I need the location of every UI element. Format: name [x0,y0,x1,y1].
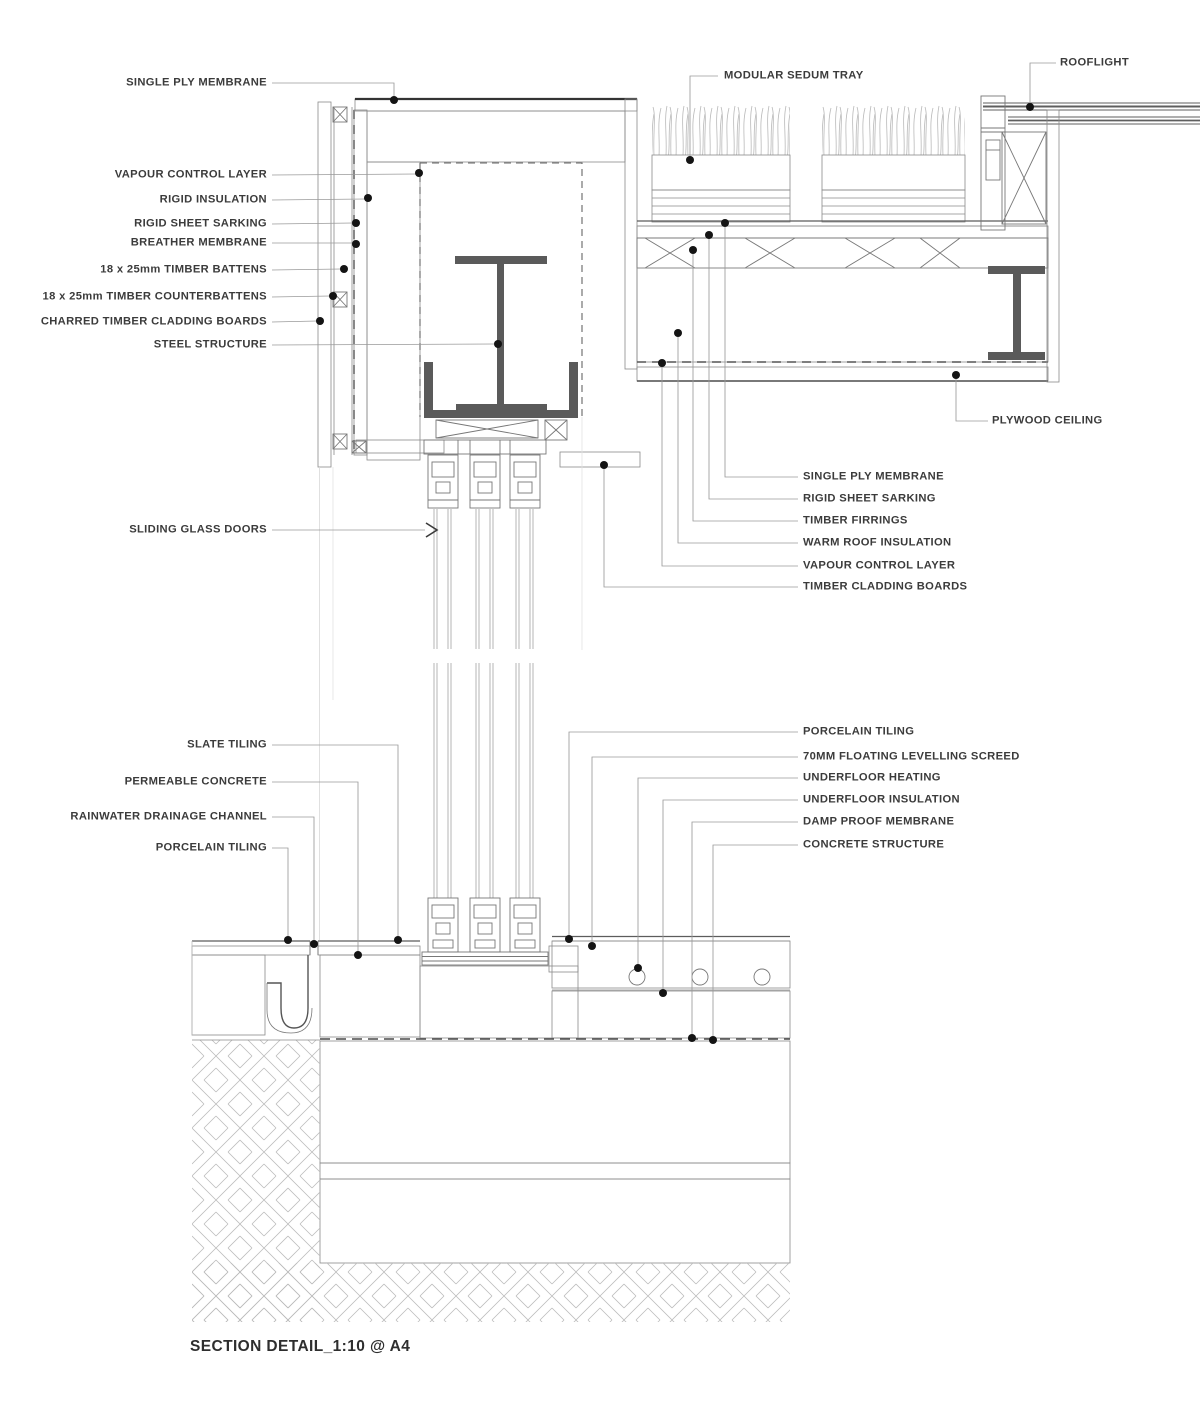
steel-beam-right [988,266,1045,360]
permeable-concrete-block [320,955,420,1037]
label-concrete-structure: CONCRETE STRUCTURE [803,838,945,851]
label-floating-levelling-screed: 70MM FLOATING LEVELLING SCREED [803,750,1020,763]
underfloor-insulation-band [552,991,790,1038]
label-underfloor-insulation: UNDERFLOOR INSULATION [803,793,960,806]
slate-tiling-band [318,946,420,955]
label-warm-roof-insulation: WARM ROOF INSULATION [803,536,952,549]
label-porcelain-tiling-right: PORCELAIN TILING [803,725,915,738]
floor-assembly [192,937,790,1323]
concrete-plinth [420,966,578,1038]
pebble-bed [192,955,265,1035]
fascia-strip [1047,110,1059,382]
label-timber-counterbattens: 18 x 25mm TIMBER COUNTERBATTENS [42,290,267,303]
levelling-screed-band [552,941,790,988]
timber-cladding-soffit-board [560,452,640,467]
rigid-insulation-top [367,111,625,162]
leader-lines [272,63,1056,1038]
plywood-ceiling-band [637,367,1048,381]
label-timber-cladding-boards: TIMBER CLADDING BOARDS [803,580,968,593]
hardcore-band [320,1179,790,1263]
label-rooflight: ROOFLIGHT [1060,56,1130,69]
porcelain-paving-band [192,946,310,955]
concrete-structure-slab [320,1041,790,1163]
rigid-insulation-side [367,162,420,460]
label-underfloor-heating: UNDERFLOOR HEATING [803,771,941,784]
label-single-ply-membrane-left: SINGLE PLY MEMBRANE [126,76,267,89]
label-rigid-insulation: RIGID INSULATION [159,193,267,206]
arrow-right-icon [426,523,437,537]
label-timber-firrings: TIMBER FIRRINGS [803,514,908,527]
charred-cladding-board [318,102,331,467]
sedum-tray-1 [652,105,790,222]
door-sill-base [422,952,548,965]
rooflight-upstand [1002,132,1046,224]
underfloor-heating-pipes [629,969,770,985]
label-vapour-control-layer-left: VAPOUR CONTROL LAYER [114,168,267,181]
label-sliding-glass-doors: SLIDING GLASS DOORS [129,523,267,536]
rooflight-frame [981,96,1005,230]
label-vapour-control-layer-right: VAPOUR CONTROL LAYER [803,559,956,572]
rooflight-glazing [983,103,1200,124]
label-modular-sedum-tray: MODULAR SEDUM TRAY [724,69,864,82]
steel-beam [455,256,547,411]
label-timber-battens: 18 x 25mm TIMBER BATTENS [100,263,267,276]
warm-roof-insulation-band [637,268,1048,362]
counterbatten-blocks [333,107,347,449]
drawing-title: SECTION DETAIL_1:10 @ A4 [190,1338,411,1355]
timber-firrings-zone [637,238,1048,268]
label-damp-proof-membrane: DAMP PROOF MEMBRANE [803,815,955,828]
label-porcelain-tiling-left: PORCELAIN TILING [155,841,267,854]
label-breather-membrane: BREATHER MEMBRANE [130,236,267,249]
label-steel-structure: STEEL STRUCTURE [153,338,267,351]
label-rigid-sheet-sarking-left: RIGID SHEET SARKING [134,217,267,230]
roof-sarking-band [637,226,1048,238]
sedum-tray-2 [822,105,965,222]
label-single-ply-membrane-right: SINGLE PLY MEMBRANE [803,470,944,483]
door-head-blocking [436,420,567,440]
label-rainwater-drainage-channel: RAINWATER DRAINAGE CHANNEL [70,810,267,823]
label-rigid-sheet-sarking-right: RIGID SHEET SARKING [803,492,936,505]
threshold-upstand [549,946,578,972]
label-charred-timber-cladding-boards: CHARRED TIMBER CLADDING BOARDS [40,315,267,328]
blinding-band [320,1163,790,1179]
door-glazing [434,509,533,898]
subgrade-bottom [192,1263,790,1322]
label-permeable-concrete: PERMEABLE CONCRETE [124,775,267,788]
label-slate-tiling: SLATE TILING [187,738,267,751]
label-plywood-ceiling: PLYWOOD CEILING [992,414,1103,427]
sliding-door-assembly [422,440,578,972]
rainwater-channel [267,955,308,1028]
rooflight-assembly [981,96,1200,382]
